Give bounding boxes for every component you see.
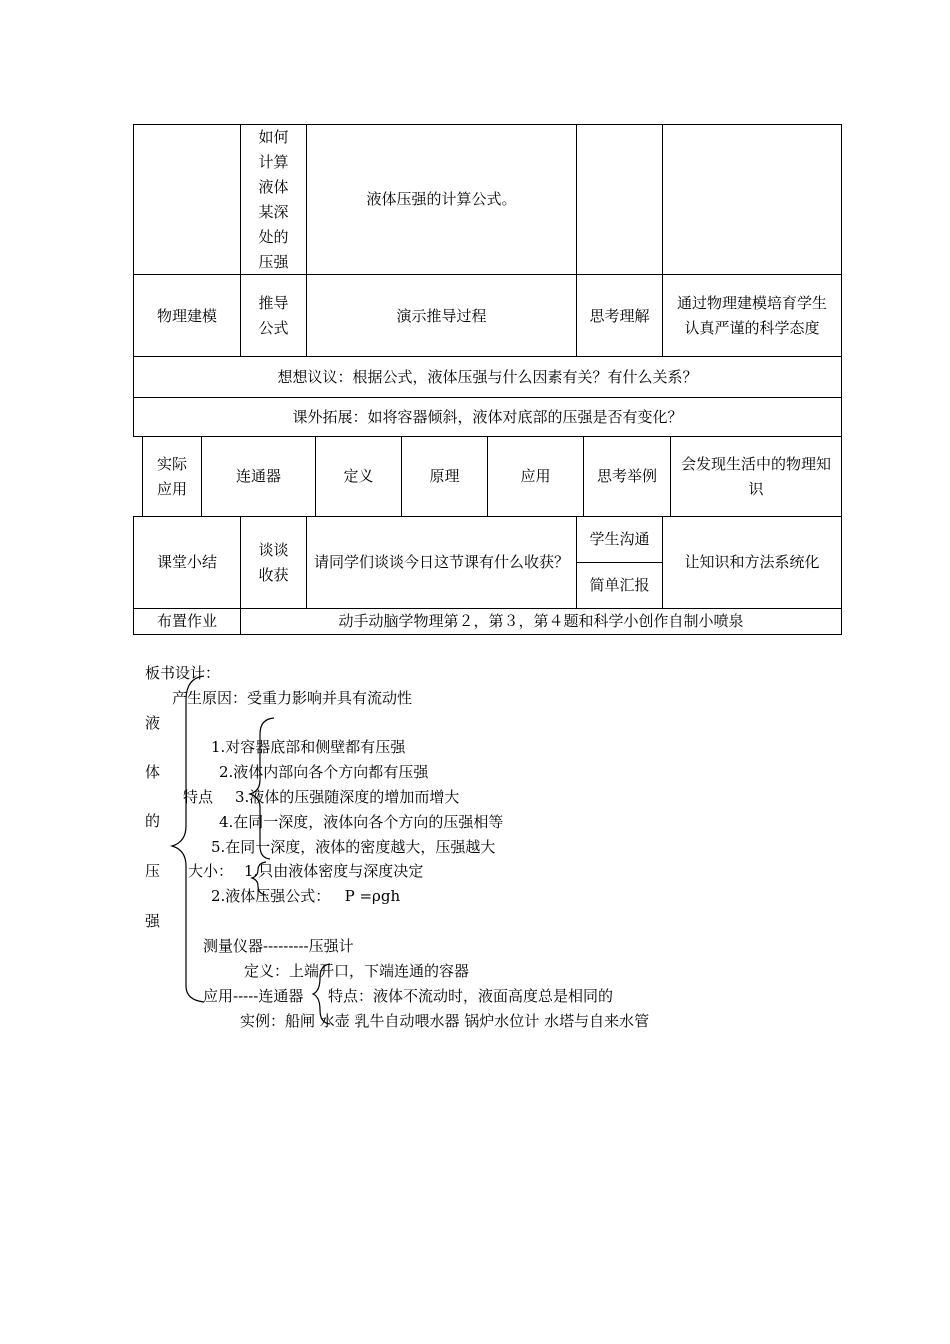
row5-activity-text: 连通器 <box>235 467 281 485</box>
board-feature-1: 1.对容器底部和侧壁都有压强 <box>211 738 406 756</box>
row1-activity-line: 液体 <box>258 177 289 196</box>
row7-stage-text: 布置作业 <box>156 612 217 630</box>
row3-text: 想想议议：根据公式，液体压强与什么因素有关？有什么关系？ <box>277 367 698 386</box>
row1-teacher-text: 液体压强的计算公式。 <box>366 190 517 208</box>
board-feature-2: 2.液体内部向各个方向都有压强 <box>219 763 429 781</box>
row5-student-text: 思考举例 <box>596 467 657 485</box>
board-size-2: 2.液体压强公式： P =ρgh <box>211 887 401 905</box>
board-instrument: 测量仪器---------压强计 <box>203 937 354 955</box>
board-app-label: 应用-----连通器 <box>203 987 304 1005</box>
row5-principle-text: 原理 <box>429 467 460 485</box>
board-side-char: 的 <box>145 812 161 830</box>
board-size-label: 大小： <box>188 862 234 880</box>
size-brace <box>252 862 266 895</box>
board-feature-label: 特点 <box>183 788 214 806</box>
row2-student-text: 思考理解 <box>589 306 650 325</box>
row1-activity-line: 如何 <box>258 127 289 146</box>
row6-student-a-text: 学生沟通 <box>589 530 650 548</box>
row5-application-text: 应用 <box>520 467 551 485</box>
board-side-char: 强 <box>145 912 161 930</box>
features-brace <box>250 718 274 859</box>
row5-intent-text: 会发现生活中的物理知识 <box>680 454 831 498</box>
vessel-brace <box>313 964 330 1024</box>
row6-activity-text: 谈谈收获 <box>258 540 289 584</box>
row1-activity-line: 处的 <box>258 227 289 246</box>
row2-intent-text: 通过物理建模培育学生认真严谨的科学态度 <box>676 294 827 337</box>
board-side-char: 体 <box>145 763 161 781</box>
row5-stage-text: 实际应用 <box>156 454 187 498</box>
main-brace <box>172 676 204 1002</box>
row1-activity-line: 计算 <box>258 152 289 171</box>
row7-content-text: 动手动脑学物理第２，第３，第４题和科学小创作自制小喷泉 <box>338 612 744 630</box>
board-side-char: 压 <box>145 862 161 880</box>
row1-activity-line: 压强 <box>258 252 289 271</box>
board-feature-3: 3.液体的压强随深度的增加而增大 <box>235 788 460 806</box>
row2-teacher-text: 演示推导过程 <box>396 306 487 325</box>
row6-teacher-text: 请同学们谈谈今日这节课有什么收获？ <box>313 553 569 571</box>
board-cause: 产生原因：受重力影响并具有流动性 <box>172 689 413 707</box>
row4-text: 课外拓展：如将容器倾斜，液体对底部的压强是否有变化？ <box>292 407 683 426</box>
row5-definition-text: 定义 <box>343 467 374 485</box>
board-side-char: 液 <box>145 714 161 732</box>
row2-stage-text: 物理建模 <box>156 306 217 325</box>
row6-stage-text: 课堂小结 <box>156 553 217 571</box>
board-feature-5: 5.在同一深度，液体的密度越大，压强越大 <box>211 838 496 856</box>
board-title: 板书设计： <box>145 664 221 682</box>
row6-student-b-text: 简单汇报 <box>589 576 650 594</box>
row2-activity-text: 推导公式 <box>258 294 289 337</box>
board-app-feature: 特点：液体不流动时，液面高度总是相同的 <box>328 987 614 1005</box>
row1-activity-line: 某深 <box>258 202 289 221</box>
board-feature-4: 4.在同一深度，液体向各个方向的压强相等 <box>219 813 504 831</box>
board-app-definition: 定义：上端开口，下端连通的容器 <box>244 962 470 980</box>
row6-intent-text: 让知识和方法系统化 <box>684 553 820 571</box>
board-app-examples: 实例：船闸 水壶 乳牛自动喂水器 锅炉水位计 水塔与自来水管 <box>240 1012 650 1030</box>
board-size-1: 1.只由液体密度与深度决定 <box>244 862 424 880</box>
